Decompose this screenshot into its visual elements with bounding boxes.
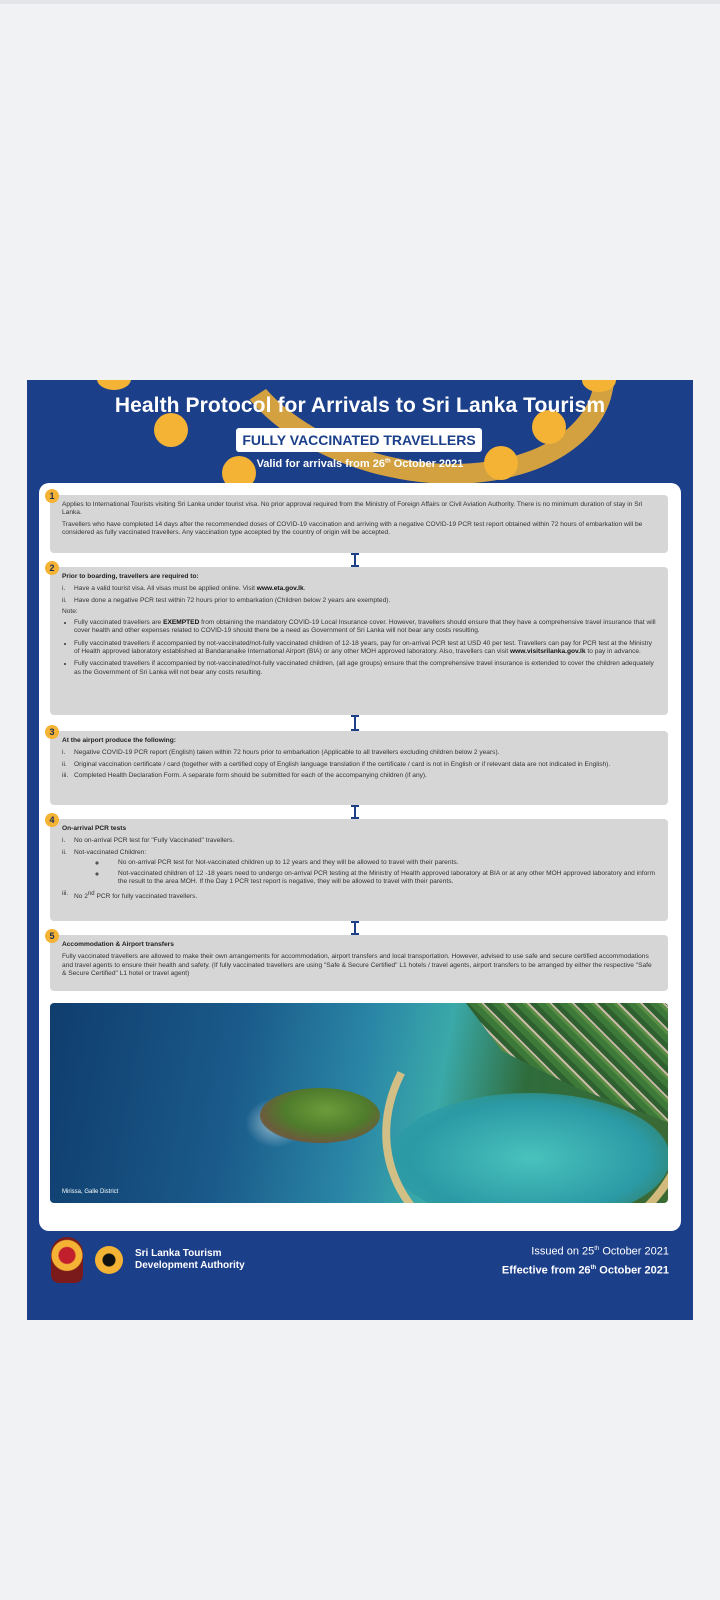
section-number-badge: 4 bbox=[45, 813, 59, 827]
section-1-text: Applies to International Tourists visiting Sri Lanka under tourist visa. No prior approval required from the Ministry of Foreign Affairs or Civil Aviation Authority. There is no minimum duration of stay in Sri Lanka. bbox=[62, 501, 643, 517]
section-number-badge: 1 bbox=[45, 489, 59, 503]
issued-date: Issued on 25th October 2021 bbox=[531, 1245, 669, 1258]
note-label: Note: bbox=[62, 607, 78, 615]
tourism-authority-logo-icon bbox=[95, 1246, 123, 1274]
poster-title: Health Protocol for Arrivals to Sri Lanka Tourism bbox=[114, 394, 606, 417]
list-item: ii. Have done a negative PCR test within 72 hours prior to embarkation (Children below 2 years are exempted). bbox=[62, 596, 391, 604]
sri-lanka-emblem-icon bbox=[51, 1237, 83, 1283]
footer-dates bbox=[502, 1242, 669, 1279]
list-item: ◦ No on-arrival PCR test for Not-vaccinated children up to 12 years and they will be allowed to travel with their parents. bbox=[106, 859, 656, 867]
list-item: ◦ Not-vaccinated children of 12 -18 years need to undergo on-arrival PCR testing at the Ministry of Health approved laboratory at BIA or at any other MOH approved laboratory and inform the result to the area MOH. If the Day 1 PCR test report is negative, they will be allowed to travel with their parents. bbox=[106, 870, 656, 887]
section-1-text: Travellers who have completed 14 days after the recommended doses of COVID-19 vaccination and arriving with a negative COVID-19 PCR test report obtained within 72 hours of embarkation will be considered as fully vaccinated travellers. Any vaccination type accepted by the country of origin will be accepted. bbox=[62, 520, 643, 536]
photo-caption: Mirissa, Galle District bbox=[62, 1189, 119, 1195]
section-connector bbox=[354, 921, 356, 935]
section-number-badge: 3 bbox=[45, 725, 59, 739]
note-list bbox=[62, 619, 656, 677]
protocol-card bbox=[39, 483, 681, 1231]
mirissa-photo bbox=[50, 1003, 668, 1203]
valid-date: Valid for arrivals from 26th October 2021 bbox=[256, 458, 464, 470]
pcr-tests-list bbox=[62, 837, 656, 901]
section-2 bbox=[49, 563, 668, 715]
list-item: i. Have a valid tourist visa. All visas must be applied online. Visit www.eta.gov.lk. bbox=[62, 585, 306, 593]
section-heading: Accommodation & Airport transfers bbox=[62, 941, 174, 948]
effective-date: Effective from 26th October 2021 bbox=[501, 1264, 669, 1277]
photo-beach bbox=[342, 1003, 668, 1203]
section-heading: At the airport produce the following: bbox=[62, 737, 176, 744]
list-item: • Fully vaccinated travellers if accompanied by not-vaccinated/not-fully vaccinated children, (all age groups) ensure that the comprehensive travel insurance is extended to cover the children adequately as the Government of Sri Lanka will not bear any costs resulting. bbox=[74, 660, 656, 677]
section-connector bbox=[354, 553, 356, 567]
visitsrilanka-link[interactable]: www.visitsrilanka.gov.lk bbox=[510, 648, 586, 656]
section-3 bbox=[49, 727, 668, 805]
list-item: • Fully vaccinated travellers if accompanied by not-vaccinated/not-fully vaccinated children of 12-18 years, pay for on-arrival PCR test at USD 40 per test. Travellers can pay for PCR test at the Ministry of Health approved laboratory established at Bandaranaike International Airport (BIA) or any other MOH approved laboratory. Also, travellers can visit www.visitsrilanka.gov.lk to pay in advance. bbox=[74, 640, 656, 657]
poster-subtitle: FULLY VACCINATED TRAVELLERS bbox=[236, 428, 482, 452]
section-number-badge: 2 bbox=[45, 561, 59, 575]
eta-link[interactable]: www.eta.gov.lk bbox=[256, 585, 304, 593]
children-sublist bbox=[94, 859, 656, 887]
list-item: iii. No 2nd PCR for fully vaccinated travellers. bbox=[62, 889, 198, 900]
list-item: iii. Completed Health Declaration Form. A separate form should be submitted for each of the accompanying children (if any). bbox=[62, 771, 427, 779]
section-1 bbox=[49, 491, 668, 553]
decorative-dot bbox=[154, 413, 188, 447]
section-number-badge: 5 bbox=[45, 929, 59, 943]
list-item: ii. Not-vaccinated Children: ◦ No on-arrival PCR test for Not-vaccinated children up to 12 years and they will be allowed to travel with their parents. ◦ Not-vaccinated children of 12 -18 years need to undergo on-arrival PCR testing at the Ministry of Health approved laboratory at BIA or at any other MOH approved laboratory and inform the result to the area MOH. If the Day 1 PCR test report is negative, they will be allowed to travel with their parents. bbox=[62, 849, 656, 887]
section-heading: On-arrival PCR tests bbox=[62, 825, 127, 832]
section-connector bbox=[354, 715, 356, 731]
decorative-dot bbox=[97, 380, 131, 390]
health-protocol-poster bbox=[27, 380, 693, 1320]
section-5-text: Fully vaccinated travellers are allowed to make their own arrangements for accommodation, airport transfers and local transportation. However, advised to use safe and secure certified accommodations and travel agents to ensure their health and safety. (If fully vaccinated travellers are using "Safe & Secure Certified" L1 hotels / travel agents, airport transfers to be arranged by either the respective "Safe & Secure Certified" L1 hotel or travel agent) bbox=[62, 953, 652, 977]
status-bar-strip bbox=[0, 0, 720, 4]
list-item: i. Negative COVID-19 PCR report (English) taken within 72 hours prior to embarkation (Applicable to all travellers excluding children below 2 years). bbox=[62, 749, 500, 757]
section-connector bbox=[354, 805, 356, 819]
photo-islet bbox=[260, 1088, 380, 1143]
list-item: • Fully vaccinated travellers are EXEMPTED from obtaining the mandatory COVID-19 Local Insurance cover. However, travellers should ensure that they have a comprehensive travel insurance that will cover health and other expenses related to COVID-19 should there be a need as Government of Sri Lanka will not bear any costs resulting. bbox=[74, 619, 656, 636]
section-5 bbox=[49, 931, 668, 991]
section-heading: Prior to boarding, travellers are required to: bbox=[62, 573, 199, 580]
footer-organization bbox=[51, 1235, 245, 1285]
section-4 bbox=[49, 815, 668, 921]
airport-documents-list bbox=[62, 749, 656, 780]
organization-name: Sri Lanka Tourism Development Authority bbox=[135, 1248, 245, 1271]
list-item: i. No on-arrival PCR test for "Fully Vaccinated" travellers. bbox=[62, 837, 235, 845]
requirements-list bbox=[62, 585, 656, 605]
list-item: ii. Original vaccination certificate / card (together with a certified copy of English language translation if the certificate / card is not in English or if relevant data are not indicated in English). bbox=[62, 760, 611, 768]
